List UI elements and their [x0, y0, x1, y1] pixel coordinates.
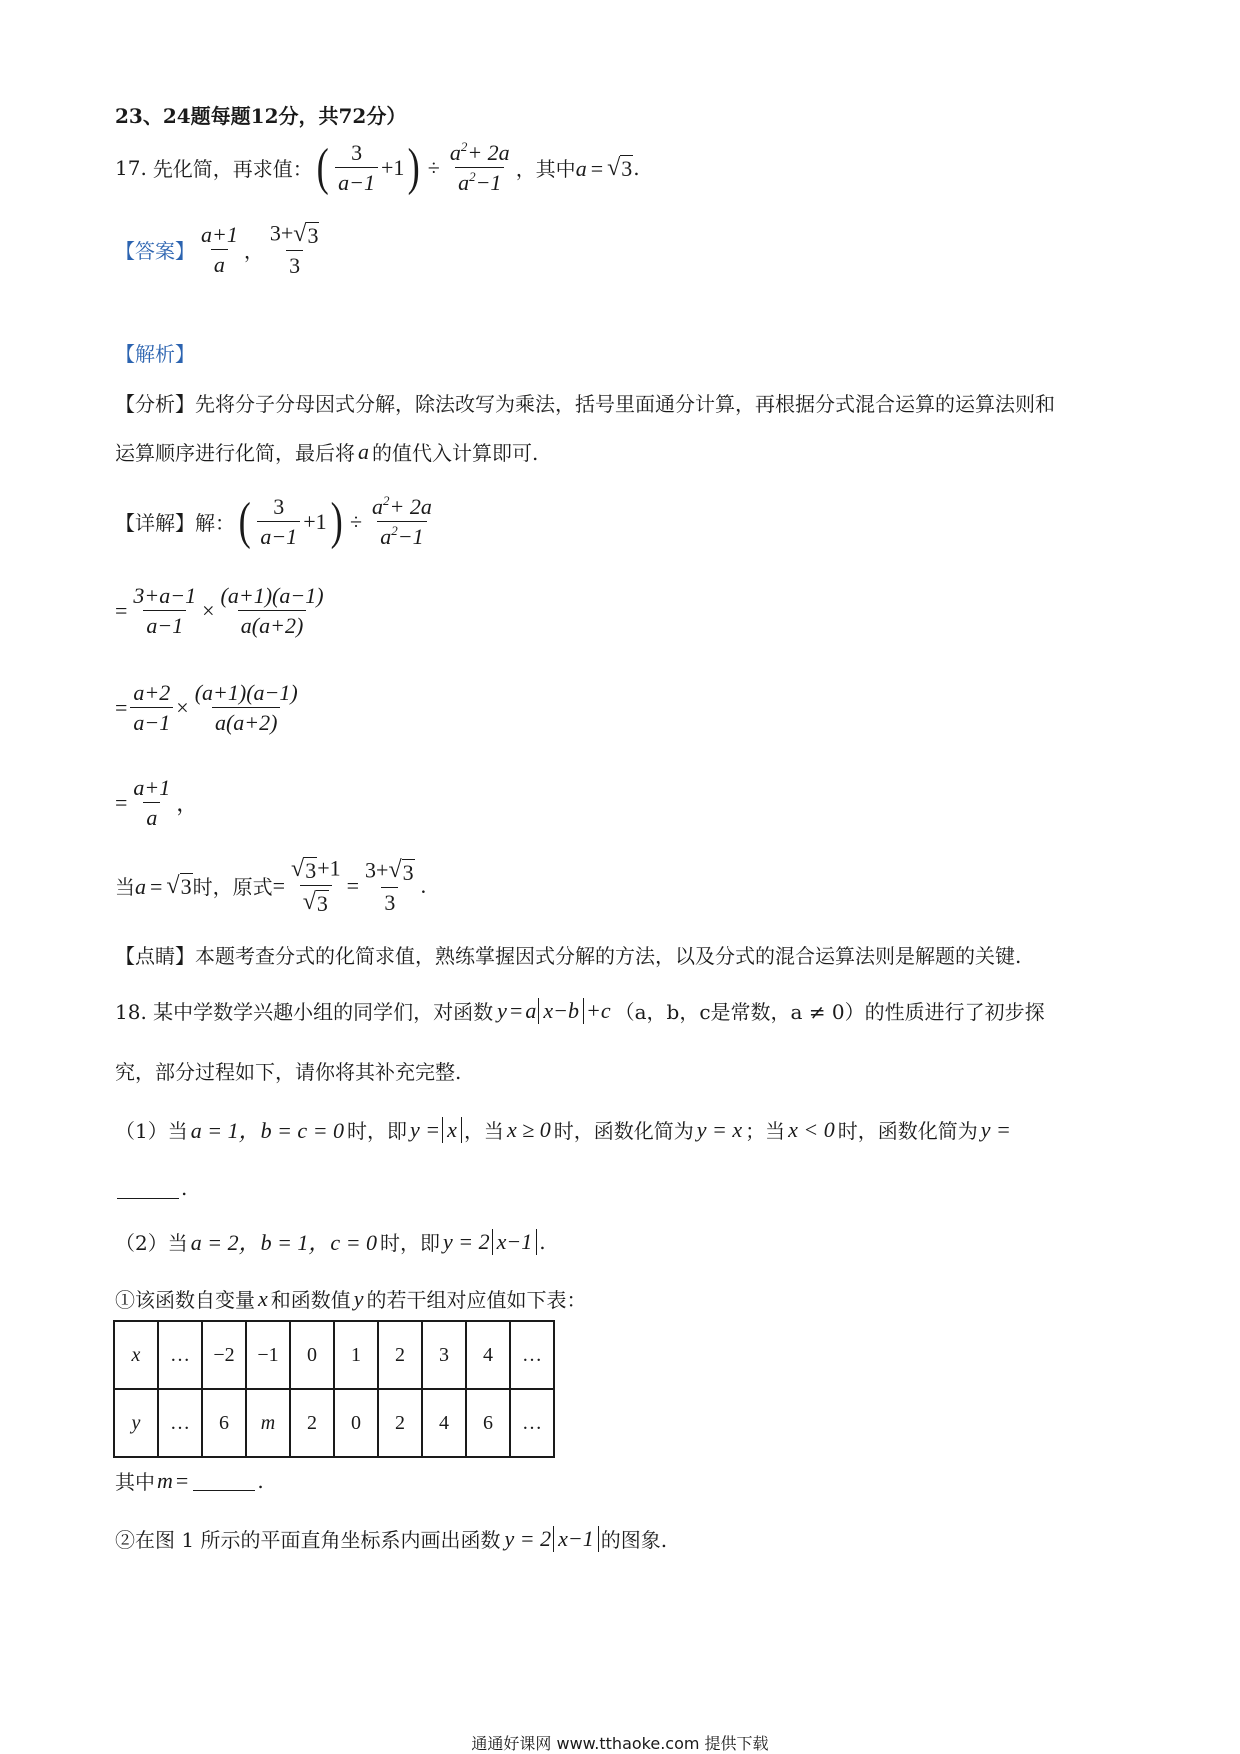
right-paren: )	[330, 492, 343, 550]
detail-frac2-den	[377, 521, 426, 549]
part1-pre: （1）当	[115, 1119, 188, 1143]
table-cell: −2	[202, 1321, 246, 1389]
sqrt-symbol: √ 3	[293, 220, 319, 248]
detail-frac1-num: 3	[273, 494, 285, 519]
detail-frac2-den-base: a	[380, 524, 392, 550]
sub-expression	[273, 855, 427, 917]
detail-div: ÷	[349, 508, 363, 534]
table-cell: …	[510, 1321, 554, 1389]
detail-line	[115, 494, 438, 550]
q17-condition-prefix: ，其中	[515, 157, 576, 182]
step2-prod-num: (a+1)(a−1)	[194, 680, 298, 705]
sub2-y: y = 2	[504, 1525, 552, 1551]
fenxi-label: 【分析】	[115, 392, 195, 416]
step1-den: a−1	[143, 610, 186, 638]
answer-blank-m[interactable]	[193, 1470, 255, 1491]
sqrt-symbol: √ 3	[166, 873, 192, 900]
part2-cond: a = 2，b = 1，c = 0	[190, 1230, 378, 1255]
table-cell: 4	[422, 1389, 466, 1457]
part1-simpl: y = x	[696, 1116, 743, 1142]
detail-expression	[235, 494, 438, 550]
part1-y: y =	[410, 1116, 441, 1142]
table-cell: 1	[334, 1321, 378, 1389]
step3-frac	[130, 775, 173, 831]
m-end: .	[257, 1468, 264, 1493]
sub-eq-2: =	[346, 872, 360, 898]
detail-plus-one: +1	[303, 508, 327, 534]
table-cell: …	[510, 1389, 554, 1457]
page-footer: 通通好课网 www.tthaoke.com 提供下载	[471, 1734, 769, 1753]
fenxi-line1	[115, 388, 1055, 417]
sub2-abs: x−1	[553, 1526, 599, 1552]
part1-end: y =	[980, 1116, 1011, 1142]
part1-mid1: 时，即	[347, 1119, 408, 1143]
q17-condition-val: 3	[621, 156, 633, 182]
part1-cond2: x ≥ 0	[506, 1116, 551, 1142]
detail-frac1-den: a−1	[257, 521, 300, 549]
step1-prod-den: a(a+2)	[238, 610, 307, 638]
sub-frac2-pre: 3+	[365, 857, 389, 883]
right-paren: )	[408, 138, 421, 196]
step2-prod	[192, 680, 301, 736]
dianjing-line	[115, 940, 1021, 969]
part1-mid5: 时，函数化简为	[837, 1119, 978, 1143]
step2-frac	[130, 680, 173, 736]
sub-frac1-rest: +1	[317, 855, 341, 881]
sub1-y: y	[353, 1285, 364, 1311]
step3-eq: =	[115, 789, 128, 815]
table-cell: 2	[378, 1321, 422, 1389]
step-2	[115, 680, 304, 736]
table-cell: 2	[290, 1389, 334, 1457]
detail-frac2-num-rest: + 2a	[389, 494, 432, 519]
table-cell: …	[158, 1321, 202, 1389]
step3-num: a+1	[133, 775, 171, 800]
sqrt-symbol: √ 3	[291, 855, 317, 883]
q17-frac1	[335, 140, 378, 196]
q18-line1-post: （a，b，c是常数，a ≠ 0）的性质进行了初步探	[614, 1000, 1045, 1024]
step2-num: a+2	[133, 680, 171, 705]
table-cell: 6	[466, 1389, 510, 1457]
answer-frac2-den: 3	[286, 250, 303, 278]
sub-eq-1: =	[272, 872, 286, 898]
sub-mid: 时，原式	[192, 875, 273, 900]
q17-condition-eq: =	[590, 156, 604, 182]
sub2-post: 的图象.	[600, 1528, 668, 1552]
fenxi-text-2-pre: 运算顺序进行化简，最后将	[115, 441, 355, 465]
part1-cond3: x < 0	[788, 1116, 835, 1142]
part2-pre: （2）当	[115, 1231, 188, 1255]
m-pre: 其中	[115, 1470, 155, 1494]
table-header-cell: x	[114, 1321, 158, 1389]
value-table	[113, 1320, 555, 1458]
q18-part1	[115, 1114, 1011, 1145]
sub-frac2-den: 3	[381, 887, 398, 915]
table-cell: −1	[246, 1321, 290, 1389]
part1-cond: a = 1，b = c = 0	[190, 1118, 345, 1143]
q17-condition-var: a	[575, 156, 587, 182]
step3-comma: ，	[176, 791, 199, 817]
sub-frac1-den-root: 3	[316, 891, 328, 917]
part2-abs: x−1	[492, 1229, 538, 1255]
sub-eq: =	[150, 874, 163, 900]
step2-times: ×	[176, 694, 189, 720]
part1-mid2: ，当	[463, 1119, 504, 1143]
question-17	[115, 140, 640, 196]
q18-func-abs: x−b	[538, 998, 584, 1024]
detail-frac2-num-exp: 2	[383, 493, 390, 508]
q17-frac2-den	[455, 167, 504, 195]
table-cell: m	[246, 1389, 290, 1457]
m-eq: =	[175, 1467, 189, 1493]
part2-y: y = 2	[443, 1228, 490, 1254]
q17-frac2-num-exp: 2	[460, 139, 468, 154]
q17-frac2-num-rest: + 2a	[467, 140, 510, 165]
sub1-post: 的若干组对应值如下表：	[366, 1288, 587, 1312]
answer-blank-1[interactable]	[117, 1178, 179, 1199]
sqrt-symbol: √ 3	[302, 889, 328, 917]
detail-frac2-num	[369, 494, 435, 521]
m-var: m	[157, 1467, 173, 1493]
step2-prod-den: a(a+2)	[212, 707, 281, 735]
detail-frac2-den-rest: −1	[397, 524, 424, 550]
question-18-line2	[115, 1056, 461, 1085]
q17-frac2-num	[447, 140, 513, 167]
q18-func-y: y	[497, 997, 507, 1023]
sub1-x: x	[258, 1285, 268, 1311]
sub-frac1-num	[288, 855, 344, 885]
step1-times: ×	[202, 597, 215, 623]
table-cell: 3	[422, 1321, 466, 1389]
sqrt-symbol: √ 3	[388, 857, 414, 885]
q17-number: 17.	[115, 155, 147, 180]
q18-sub2	[115, 1524, 667, 1553]
fenxi-line2	[115, 437, 538, 466]
fenxi-var: a	[358, 438, 369, 464]
q18-func-eq: =	[509, 997, 523, 1023]
step1-eq: =	[115, 597, 128, 623]
answer-frac2-num	[267, 220, 323, 250]
part2-mid: 时，即	[380, 1231, 441, 1255]
sub-frac1	[288, 855, 344, 917]
step1-prod-num: (a+1)(a−1)	[220, 583, 324, 608]
step2-eq: =	[115, 694, 128, 720]
step2-den: a−1	[130, 707, 173, 735]
table-cell: …	[158, 1389, 202, 1457]
q18-line1-pre: 18. 某中学数学兴趣小组的同学们，对函数	[115, 1000, 494, 1024]
dianjing-text: 本题考查分式的化简求值，熟练掌握因式分解的方法，以及分式的混合运算法则是解题的关键.	[195, 944, 1022, 968]
part1-mid3: 时，函数化简为	[553, 1119, 694, 1143]
sub-end: .	[420, 872, 427, 898]
q17-condition	[576, 153, 634, 182]
q18-part1-blank-line	[115, 1176, 187, 1200]
table-cell: 4	[466, 1321, 510, 1389]
detail-label: 【详解】解：	[115, 511, 235, 536]
q18-sub1	[115, 1284, 587, 1313]
substitution-line	[115, 855, 426, 917]
q18-function	[497, 998, 610, 1024]
dianjing-label: 【点睛】	[115, 944, 195, 968]
sub-root: 3	[180, 874, 192, 900]
q18-part2	[115, 1226, 546, 1257]
answer-block	[115, 220, 325, 279]
sub-var: a	[135, 874, 146, 900]
step3-den: a	[143, 802, 160, 830]
q17-period: .	[633, 155, 640, 180]
step1-frac	[130, 583, 199, 639]
q17-prompt: 先化简，再求值：	[152, 157, 313, 182]
section-header	[115, 100, 406, 129]
detail-frac2-den-exp: 2	[391, 523, 398, 539]
table-header-cell: y	[114, 1389, 158, 1457]
q17-frac2-den-base: a	[458, 170, 470, 196]
q17-frac2-den-rest: −1	[475, 170, 502, 196]
q18-func-a: a	[525, 997, 537, 1023]
step-1	[115, 583, 330, 639]
q17-frac1-num: 3	[351, 140, 363, 165]
answer-frac2-num-root: 3	[307, 223, 319, 248]
fenxi-text-1: 先将分子分母因式分解，除法改写为乘法，括号里面通分计算，再根据分式混合运算的运算法则和	[195, 392, 1055, 416]
step1-prod	[218, 583, 327, 639]
sub1-pre: ①该函数自变量	[115, 1288, 255, 1312]
table-cell: 6	[202, 1389, 246, 1457]
sub-frac2-num	[362, 857, 418, 887]
part1-abs: x	[442, 1117, 462, 1143]
m-answer-line	[115, 1466, 264, 1495]
table-row	[114, 1389, 554, 1457]
q17-frac2-num-base: a	[449, 140, 461, 165]
q17-div: ÷	[427, 154, 440, 180]
sub-frac2-root: 3	[402, 859, 414, 885]
part2-end: .	[539, 1229, 546, 1254]
sub1-mid: 和函数值	[270, 1288, 351, 1312]
answer-frac2	[267, 220, 323, 279]
sub-frac2	[362, 857, 418, 916]
analysis-label-text: 【解析】	[115, 342, 195, 366]
table-row	[114, 1321, 554, 1389]
q17-frac2-den-exp: 2	[469, 169, 476, 185]
q18-func-plus: +c	[585, 997, 611, 1023]
left-paren: (	[238, 492, 251, 550]
table-cell: 0	[334, 1389, 378, 1457]
answer-frac1-num: a+1	[201, 221, 238, 247]
sub-prefix: 当	[115, 875, 135, 900]
fenxi-text-2-post: 的值代入计算即可.	[372, 441, 539, 465]
question-18-line1	[115, 996, 1045, 1025]
sub-condition	[135, 871, 193, 900]
detail-frac1	[257, 494, 300, 550]
sqrt-symbol: √ 3	[607, 155, 633, 182]
answer-frac1-den: a	[211, 249, 228, 277]
answer-frac2-num-pre: 3+	[269, 220, 294, 246]
section-header-text: 23、24题每题12分，共72分）	[115, 104, 407, 128]
sub2-pre: ②在图 1 所示的平面直角坐标系内画出函数	[115, 1528, 501, 1552]
part1-blank-end: .	[181, 1176, 188, 1200]
detail-frac2-num-base: a	[372, 494, 384, 519]
table-cell: 2	[378, 1389, 422, 1457]
answer-label: 【答案】	[115, 238, 195, 263]
table-cell: 0	[290, 1321, 334, 1389]
part1-mid4: ；当	[745, 1119, 786, 1143]
sub-frac1-root: 3	[305, 858, 317, 883]
sub-frac1-den	[300, 885, 332, 916]
left-paren: (	[316, 138, 329, 196]
q17-expression	[313, 140, 516, 196]
q17-frac1-den: a−1	[335, 167, 378, 195]
answer-frac1	[198, 222, 241, 278]
q17-plus-one: +1	[381, 154, 405, 180]
step-3	[115, 775, 198, 831]
analysis-label	[115, 338, 195, 367]
detail-frac2	[369, 494, 435, 550]
answer-sep: ，	[243, 238, 264, 263]
q17-frac2	[447, 140, 513, 196]
step1-num: 3+a−1	[133, 583, 197, 608]
q18-line2: 究，部分过程如下，请你将其补充完整.	[115, 1060, 462, 1084]
